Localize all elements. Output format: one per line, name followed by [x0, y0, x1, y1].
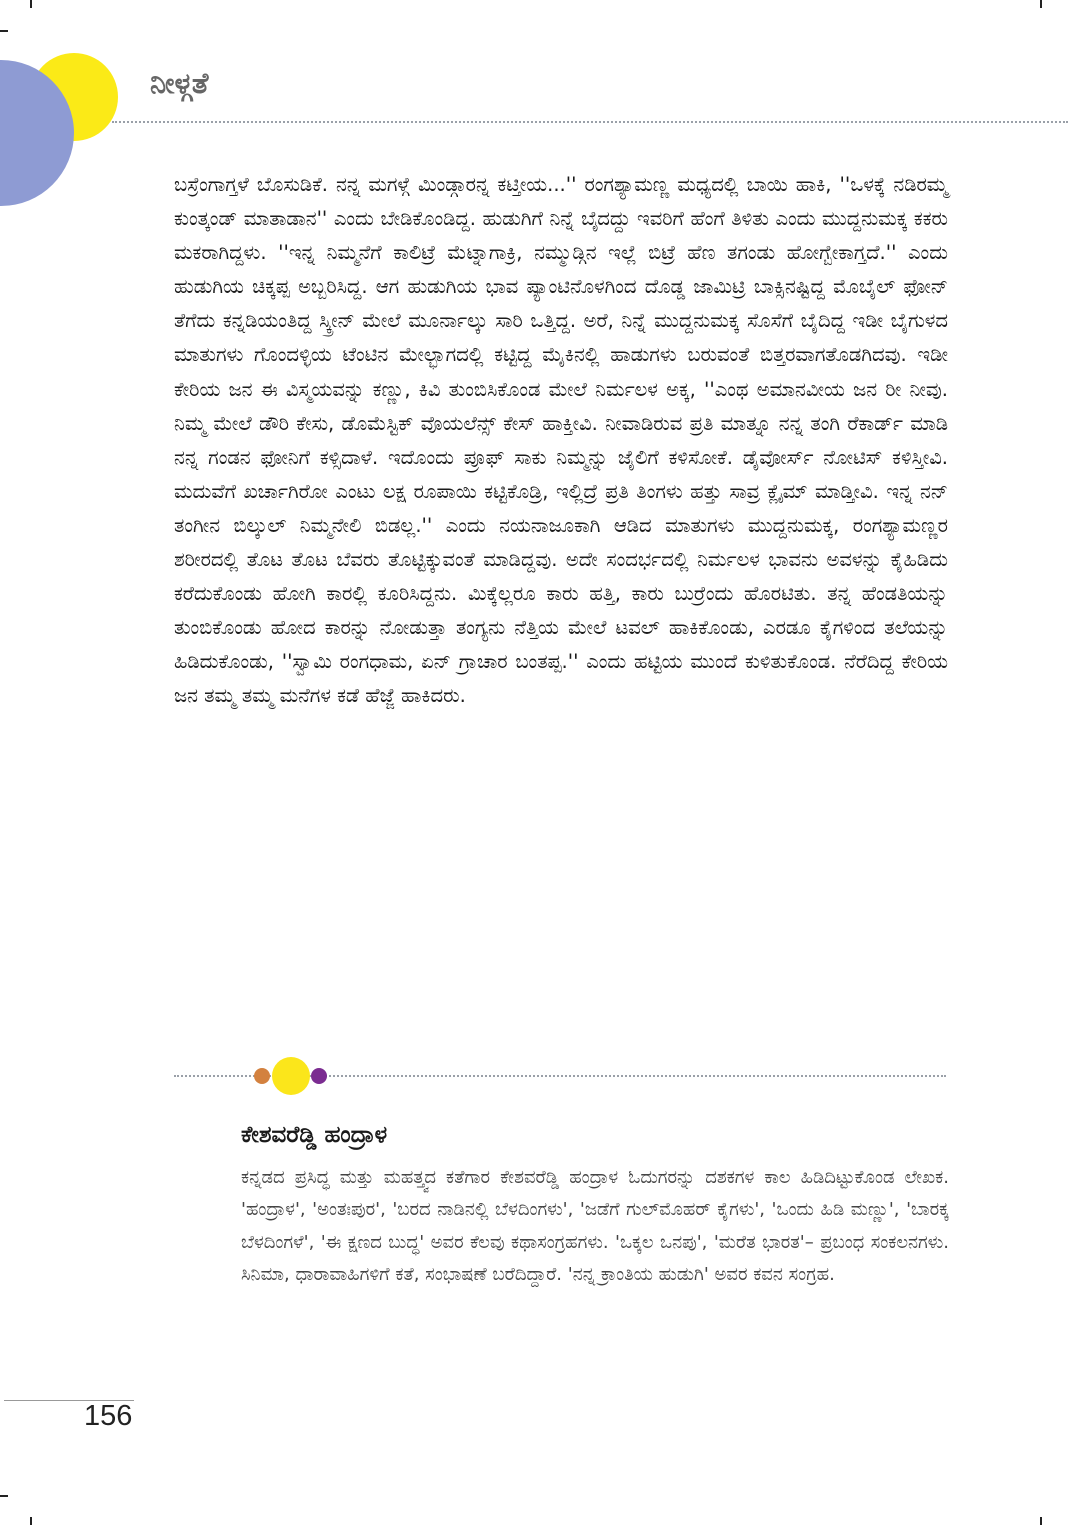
- author-name: ಕೇಶವರೆಡ್ಡಿ ಹಂದ್ರಾಳ: [241, 1122, 388, 1148]
- crop-mark-left-lower: [0, 1495, 8, 1497]
- running-header-title: ನೀಳ್ಗತೆ: [150, 66, 209, 100]
- author-bio: ಕನ್ನಡದ ಪ್ರಸಿದ್ಧ ಮತ್ತು ಮಹತ್ತ್ವದ ಕತೆಗಾರ ಕೇಶವರೆಡ್ಡಿ ಹಂದ್ರಾಳ ಓದುಗರನ್ನು ದಶಕಗಳ ಕಾಲ ಹಿಡಿದಿಟ್ಟುಕೊಂಡ ಲೇಖಕ. 'ಹಂದ್ರಾಳ', 'ಅಂತಃಪುರ', 'ಬರದ ನಾಡಿನಲ್ಲಿ ಬೆಳದಿಂಗಳು', 'ಜಡೆಗೆ ಗುಲ್‌ಮೊಹರ್ ಕೈಗಳು', 'ಒಂದು ಹಿಡಿ ಮಣ್ಣು', 'ಬಾರಕ್ಕ ಬೆಳದಿಂಗಳೆ', 'ಈ ಕ್ಷಣದ ಬುದ್ಧ' ಅವರ ಕೆಲವು ಕಥಾಸಂಗ್ರಹಗಳು. 'ಒಕ್ಕಲ ಒನಪು', 'ಮರೆತ ಭಾರತ'– ಪ್ರಬಂಧ ಸಂಕಲನಗಳು. ಸಿನಿಮಾ, ಧಾರಾವಾಹಿಗಳಿಗೆ ಕತೆ, ಸಂಭಾಷಣೆ ಬರೆದಿದ್ದಾರೆ. 'ನನ್ನ ಕ್ರಾಂತಿಯ ಹುಡುಗಿ' ಅವರ ಕವನ ಸಂಗ್ರಹ.: [241, 1167, 949, 1285]
- crop-mark-top-left: [30, 0, 32, 8]
- crop-mark-bottom-right: [1040, 1517, 1042, 1525]
- header-dotted-rule: [112, 121, 1068, 123]
- crop-mark-left-upper: [0, 30, 8, 32]
- crop-mark-bottom-left: [30, 1517, 32, 1525]
- crop-mark-top-right: [1040, 0, 1042, 8]
- orange-dot: [254, 1068, 270, 1084]
- page-number: 156: [84, 1400, 133, 1432]
- story-paragraph: ಬಸ್ರೆಂಗಾಗ್ತಳೆ ಬೊಸುಡಿಕೆ. ನನ್ನ ಮಗಳ್ಗೆ ಮಿಂಡ್ಗಾರನ್ನ ಕಟ್ತೀಯ...'' ರಂಗಶ್ಯಾಮಣ್ಣ ಮಧ್ಯದಲ್ಲಿ ಬಾಯಿ ಹಾಕಿ, ''ಒಳಕ್ಕೆ ನಡಿರಮ್ಮ ಕುಂತ್ಕಂಡ್ ಮಾತಾಡಾನ'' ಎಂದು ಬೇಡಿಕೊಂಡಿದ್ದ. ಹುಡುಗಿಗೆ ನಿನ್ನೆ ಬೈದದ್ದು ಇವರಿಗೆ ಹೆಂಗೆ ತಿಳಿತು ಎಂದು ಮುದ್ದನುಮಕ್ಕ ಕಕರು ಮಕರಾಗಿದ್ದಳು. ''ಇನ್ನ ನಿಮ್ಮನೆಗೆ ಕಾಲಿಟ್ರೆ ಮೆಟ್ನಾಗಾಕ್ರಿ, ನಮ್ಮುಡ್ಗಿನ ಇಲ್ಲೆ ಬಿಟ್ರೆ ಹೆಣ ತಗಂಡು ಹೋಗ್ಬೇಕಾಗ್ತದೆ.'' ಎಂದು ಹುಡುಗಿಯ ಚಿಕ್ಕಪ್ಪ ಅಬ್ಬರಿಸಿದ್ದ. ಆಗ ಹುಡುಗಿಯ ಭಾವ ಪ್ಯಾಂಟಿನೊಳಗಿಂದ ದೊಡ್ಡ ಜಾಮಿಟ್ರಿ ಬಾಕ್ಸಿನಷ್ಟಿದ್ದ ಮೊಬೈಲ್ ಫೋನ್ ತೆಗೆದು ಕನ್ನಡಿಯಂತಿದ್ದ ಸ್ಕ್ರೀನ್ ಮೇಲೆ ಮೂರ್ನಾಲ್ಕು ಸಾರಿ ಒತ್ತಿದ್ದ. ಅರೆ, ನಿನ್ನೆ ಮುದ್ದನುಮಕ್ಕ ಸೊಸೆಗೆ ಬೈದಿದ್ದ ಇಡೀ ಬೈಗುಳದ ಮಾತುಗಳು ಗೊಂದಳ್ಳಿಯ ಟೆಂಟಿನ ಮೇಲ್ಭಾಗದಲ್ಲಿ ಕಟ್ಟಿದ್ದ ಮೈಕಿನಲ್ಲಿ ಹಾಡುಗಳು ಬರುವಂತೆ ಬಿತ್ತರವಾಗತೊಡಗಿದವು. ಇಡೀ ಕೇರಿಯ ಜನ ಈ ವಿಸ್ಮಯವನ್ನು ಕಣ್ಣು, ಕಿವಿ ತುಂಬಿಸಿಕೊಂಡ ಮೇಲೆ ನಿರ್ಮಲಳ ಅಕ್ಕ, ''ಎಂಥ ಅಮಾನವೀಯ ಜನ ರೀ ನೀವು. ನಿಮ್ಮ ಮೇಲೆ ಡೌರಿ ಕೇಸು, ಡೊಮೆಸ್ಟಿಕ್ ವೊಯಲೆನ್ಸ್ ಕೇಸ್ ಹಾಕ್ತೀವಿ. ನೀವಾಡಿರುವ ಪ್ರತಿ ಮಾತ್ನೂ ನನ್ನ ತಂಗಿ ರೆಕಾರ್ಡ್ ಮಾಡಿ ನನ್ನ ಗಂಡನ ಫೋನಿಗೆ ಕಳ್ಸಿದಾಳೆ. ಇದೊಂದು ಪ್ರೂಫ್ ಸಾಕು ನಿಮ್ಮನ್ನು ಜೈಲಿಗೆ ಕಳಿಸೋಕೆ. ಡೈವೋರ್ಸ್ ನೋಟಿಸ್ ಕಳಿಸ್ತೀವಿ. ಮದುವೆಗೆ ಖರ್ಚಾಗಿರೋ ಎಂಟು ಲಕ್ಷ ರೂಪಾಯಿ ಕಟ್ಟಿಕೊಡ್ರಿ, ಇಲ್ಲಿದ್ರೆ ಪ್ರತಿ ತಿಂಗಳು ಹತ್ತು ಸಾವ್ರ ಕ್ಲೈಮ್ ಮಾಡ್ತೀವಿ. ಇನ್ನ ನನ್ ತಂಗೀನ ಬಿಲ್ಕುಲ್ ನಿಮ್ಮನೇಲಿ ಬಿಡಲ್ಲ.'' ಎಂದು ನಯನಾಜೂಕಾಗಿ ಆಡಿದ ಮಾತುಗಳು ಮುದ್ದನುಮಕ್ಕ, ರಂಗಶ್ಯಾಮಣ್ಣರ ಶರೀರದಲ್ಲಿ ತೊಟ ತೊಟ ಬೆವರು ತೊಟ್ಟಿಕ್ಕುವಂತೆ ಮಾಡಿದ್ದವು. ಅದೇ ಸಂದರ್ಭದಲ್ಲಿ ನಿರ್ಮಲಳ ಭಾವನು ಅವಳನ್ನು ಕೈಹಿಡಿದು ಕರೆದುಕೊಂಡು ಹೋಗಿ ಕಾರಲ್ಲಿ ಕೂರಿಸಿದ್ದನು. ಮಿಕ್ಕೆಲ್ಲರೂ ಕಾರು ಹತ್ತಿ, ಕಾರು ಬುರ್ರೆಂದು ಹೊರಟಿತು. ತನ್ನ ಹೆಂಡತಿಯನ್ನು ತುಂಬಿಕೊಂಡು ಹೋದ ಕಾರನ್ನು ನೋಡುತ್ತಾ ತಂಗ್ಯನು ನೆತ್ತಿಯ ಮೇಲೆ ಟವಲ್ ಹಾಕಿಕೊಂಡು, ಎರಡೂ ಕೈಗಳಿಂದ ತಲೆಯನ್ನು ಹಿಡಿದುಕೊಂಡು, ''ಸ್ವಾಮಿ ರಂಗಧಾಮ, ಏನ್ ಗ್ರಾಚಾರ ಬಂತಪ್ಪ.'' ಎಂದು ಹಟ್ಟಿಯ ಮುಂದೆ ಕುಳಿತುಕೊಂಡ. ನೆರೆದಿದ್ದ ಕೇರಿಯ ಜನ ತಮ್ಮ ತಮ್ಮ ಮನೆಗಳ ಕಡೆ ಹೆಜ್ಜೆ ಹಾಕಿದರು.: [174, 173, 948, 708]
- purple-dot: [311, 1068, 327, 1084]
- yellow-dot: [272, 1057, 310, 1095]
